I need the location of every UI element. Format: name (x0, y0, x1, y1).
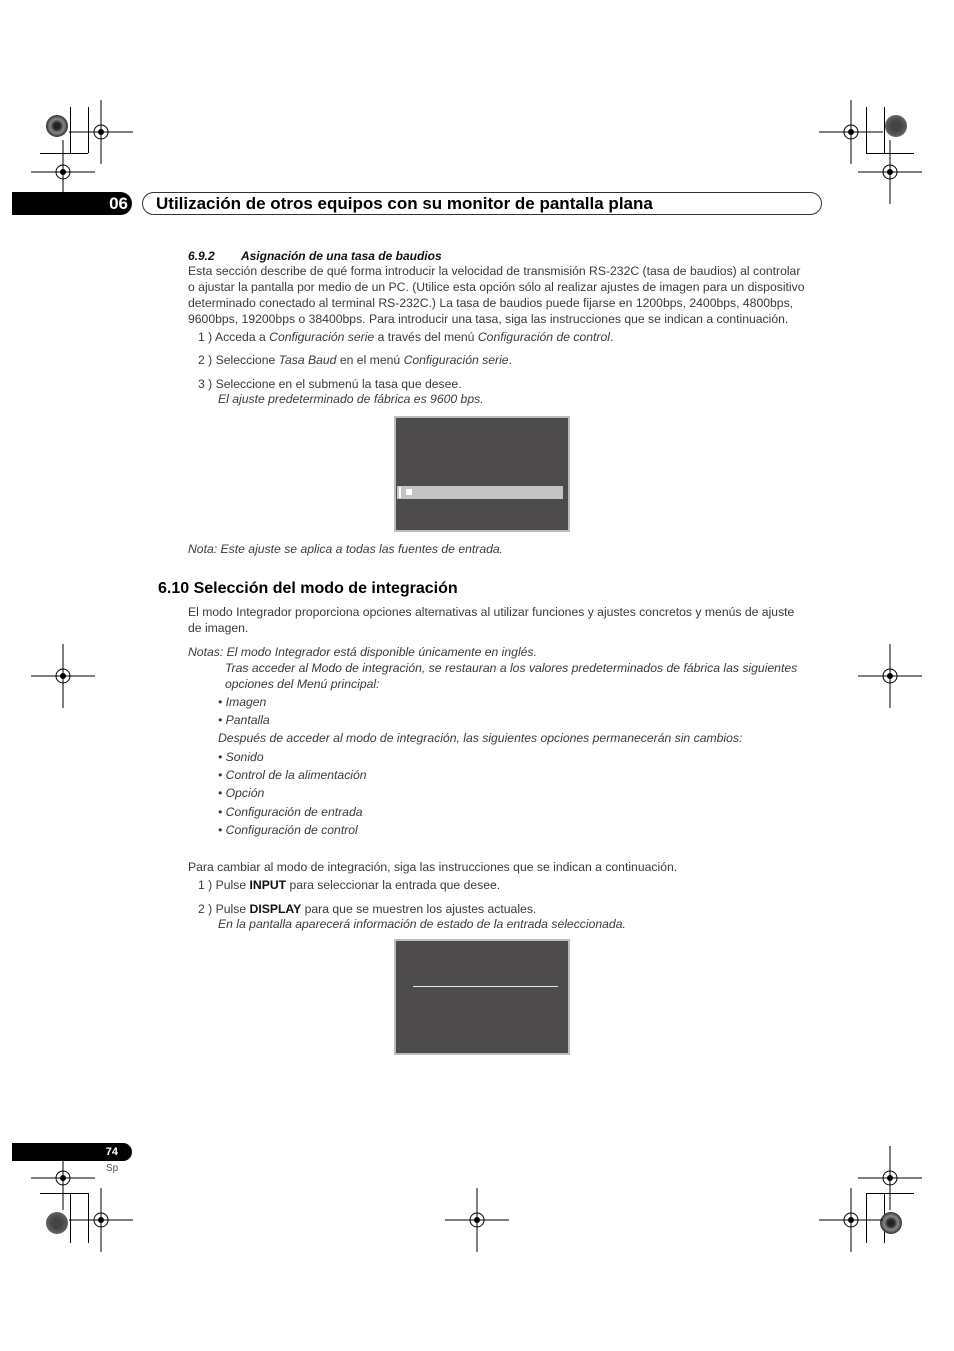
notes-line: Tras acceder al Modo de integración, se restauran a los valores predeterminados de fábrica las siguientes (225, 661, 798, 675)
step-text: Pulse (215, 878, 247, 892)
step-text: . (609, 330, 614, 344)
step-text: Pulse (215, 902, 247, 916)
paragraph-intro (188, 604, 828, 636)
list-item: • Sonido (218, 750, 264, 764)
step-text: para seleccionar la entrada que desee. (289, 878, 501, 892)
crosshair-target-icon (445, 1188, 509, 1252)
paragraph-change: Para cambiar al modo de integración, siga las instrucciones que se indican a continuación. (188, 860, 678, 874)
note-text: Nota: Este ajuste se aplica a todas las fuentes de entrada. (188, 542, 504, 556)
notes-line: opciones del Menú principal: (225, 677, 380, 691)
key-name: DISPLAY (249, 902, 302, 916)
step-number: 3 ) (198, 377, 213, 391)
step-note: En la pantalla aparecerá información de estado de la entrada seleccionada. (218, 917, 626, 931)
text-line: determinado conectado al terminal RS-232C.) La tasa de baudios puede fijarse en 1200bps, 2400bps, 4800bps, (188, 296, 794, 310)
list-item: • Opción (218, 786, 265, 800)
menu-name: Configuración serie (403, 353, 509, 367)
step-text: . (508, 353, 512, 367)
chapter-number: 06 (12, 192, 132, 215)
step-number: 1 ) (198, 330, 213, 344)
step-text: Seleccione (215, 353, 276, 367)
text-line: o ajustar la pantalla por medio de un PC. (Utilice esta opción sólo al realizar ajustes de imagen para un dispositivo (188, 280, 805, 294)
notes-line: Después de acceder al modo de integración, las siguientes opciones permanecerán sin cambios: (218, 731, 743, 745)
subsection-heading (188, 248, 442, 264)
step-item (198, 352, 512, 368)
section-heading: 6.10 Selección del modo de integración (158, 580, 458, 597)
crosshair-target-icon (69, 1188, 133, 1252)
divider-line (413, 986, 558, 987)
registration-dial-icon (885, 115, 907, 137)
step-number: 2 ) (198, 353, 213, 367)
cursor-bar (399, 487, 401, 498)
page-number: 74 (12, 1143, 132, 1161)
list-item: • Pantalla (218, 713, 270, 727)
menu-name: Configuración de control (477, 330, 610, 344)
registration-dial-icon (46, 115, 68, 137)
step-item (198, 901, 536, 917)
step-text: en el menú (339, 353, 401, 367)
chapter-title: Utilización de otros equipos con su monitor de pantalla plana (142, 192, 822, 215)
crosshair-target-icon (858, 644, 922, 708)
list-item: • Configuración de entrada (218, 805, 363, 819)
step-text: para que se muestren los ajustes actuales. (304, 902, 537, 916)
step-item (198, 376, 462, 392)
step-text: Seleccione en el submenú la tasa que desee. (215, 377, 462, 391)
text-line: 9600bps, 19200bps o 38400bps. Para introducir una tasa, siga las instrucciones que se indican a continuación. (188, 312, 789, 326)
step-text: Acceda a (214, 330, 266, 344)
crosshair-target-icon (858, 140, 922, 204)
step-number: 2 ) (198, 902, 213, 916)
crosshair-target-icon (31, 644, 95, 708)
list-item: • Control de la alimentación (218, 768, 367, 782)
crosshair-target-icon (819, 1188, 883, 1252)
step-item (198, 877, 500, 893)
text-line: de imagen. (188, 621, 249, 635)
list-item: • Configuración de control (218, 823, 358, 837)
text-line: El modo Integrador proporciona opciones alternativas al utilizar funciones y ajustes concretos y menús de ajuste (188, 605, 795, 619)
selected-menu-row (397, 486, 563, 499)
subsection-number: 6.9.2 (188, 249, 215, 263)
menu-name: Tasa Baud (278, 353, 337, 367)
key-name: INPUT (249, 878, 287, 892)
step-note: El ajuste predeterminado de fábrica es 9600 bps. (218, 392, 484, 406)
registration-dial-icon (46, 1212, 68, 1234)
paragraph-baud (188, 263, 828, 327)
step-number: 1 ) (198, 878, 213, 892)
subsection-title: Asignación de una tasa de baudios (240, 249, 442, 263)
list-item: • Imagen (218, 695, 267, 709)
registration-dial-icon (880, 1212, 902, 1234)
notes-line: Notas: El modo Integrador está disponible únicamente en inglés. (188, 645, 537, 659)
osd-screen-display (394, 939, 570, 1055)
language-code: Sp (106, 1163, 119, 1174)
step-text: a través del menú (377, 330, 475, 344)
bullet-square-icon (406, 489, 412, 495)
text-line: Esta sección describe de qué forma introducir la velocidad de transmisión RS-232C (tasa de baudios) al controlar (188, 264, 801, 278)
menu-name: Configuración serie (269, 330, 375, 344)
step-item (198, 329, 613, 345)
osd-screen-baud (394, 416, 570, 532)
